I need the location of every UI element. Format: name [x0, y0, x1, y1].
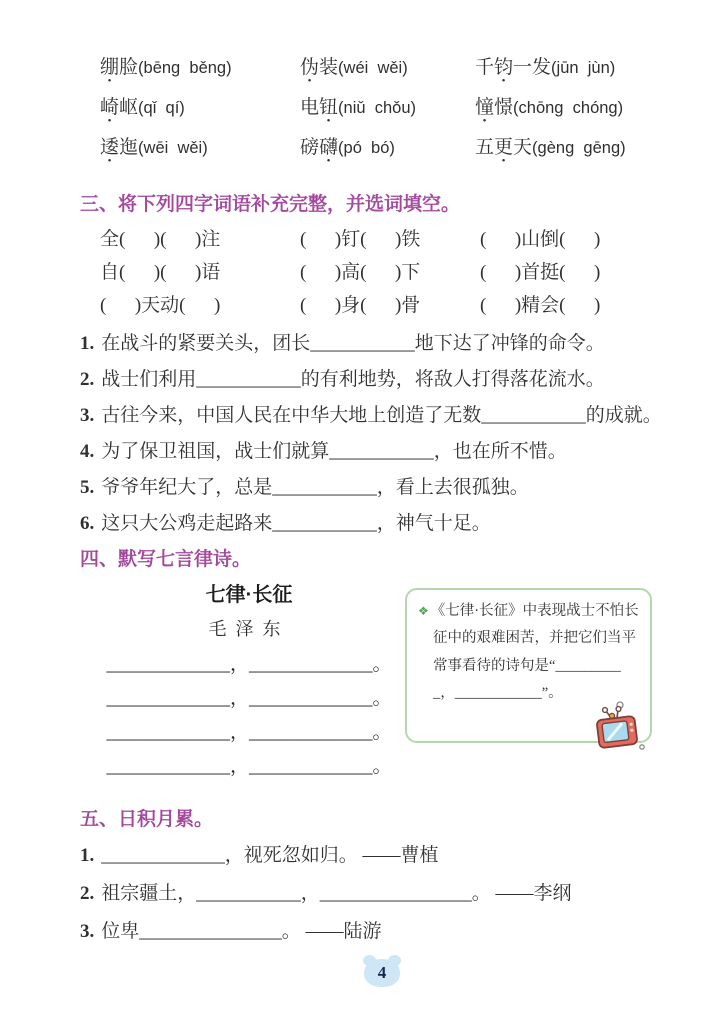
sentence-text: 为了保卫祖国，战士们就算___________，也在所不惜。 — [101, 441, 567, 462]
idiom-item: ( )高( )下 — [300, 262, 421, 283]
item-text: 祖宗疆土，___________，________________。 ——李纲 — [101, 883, 572, 904]
sentence-text: 这只大公鸡走起路来___________，神气十足。 — [101, 513, 491, 534]
pinyin-item — [300, 56, 475, 96]
pinyin-options: (wēi wěi) — [138, 139, 208, 157]
pinyin-options: (bēng běng) — [138, 59, 232, 77]
accumulation-item-2 — [80, 881, 684, 907]
idiom-item: ( )山倒( ) — [480, 229, 601, 250]
word-dotted-char: 伪 — [300, 57, 320, 78]
idiom-fill-grid — [100, 226, 684, 325]
accumulation-list — [80, 843, 684, 945]
hint-end-quote: ”。 — [541, 684, 563, 701]
pinyin-item — [300, 96, 475, 136]
hint-box — [405, 588, 652, 743]
item-number: 1. — [80, 845, 95, 866]
item-number: 3. — [80, 921, 95, 942]
pinyin-exercise — [100, 56, 684, 176]
word-dotted-char: 逶 — [100, 137, 120, 158]
hint-question: 《七律·长征》中表现战士不怕长征中的艰难困苦，并把它们当平常事看待的诗句是“ — [430, 603, 639, 674]
poem-dictation-area — [98, 581, 400, 777]
pinyin-item — [100, 56, 300, 96]
word-post: 迤 — [119, 137, 139, 158]
sentence-4 — [80, 439, 684, 465]
tv-icon — [590, 701, 648, 753]
idiom-item: ( )身( )骨 — [300, 295, 421, 316]
sentence-number: 4. — [80, 441, 95, 462]
item-text: _____________，视死忽如归。 ——曹植 — [101, 845, 439, 866]
word-pre: 电 — [300, 97, 320, 118]
word-post: 天 — [513, 137, 533, 158]
pinyin-options: (jūn jùn) — [551, 59, 616, 77]
fill-in-sentences — [80, 331, 684, 537]
section5-heading: 五、日积月累。 — [80, 809, 214, 830]
sentence-number: 1. — [80, 333, 95, 354]
sentence-number: 3. — [80, 405, 95, 426]
word-dotted-char: 礴 — [319, 137, 339, 158]
pinyin-options: (niǔ chǒu) — [338, 99, 416, 117]
word-post: 岖 — [119, 97, 139, 118]
word-dotted-char: 憧 — [475, 97, 495, 118]
sentence-number: 6. — [80, 513, 95, 534]
word-pre: 磅 — [300, 137, 320, 158]
sentence-text: 战士们利用___________的有利地势，将敌人打得落花流水。 — [101, 369, 605, 390]
pinyin-options: (gèng gēng) — [532, 139, 626, 157]
idiom-item: 全( )( )注 — [100, 229, 221, 250]
idiom-item: ( )天动( ) — [100, 295, 221, 316]
diamond-bullet-icon: ❖ — [418, 604, 429, 618]
pinyin-options: (wéi wěi) — [338, 59, 408, 77]
poem-title: 七律·长征 — [205, 584, 293, 606]
pinyin-options: (pó bó) — [338, 139, 395, 157]
poem-blank-line: _____________，_____________。 — [106, 688, 392, 709]
idiom-item: ( )精会( ) — [480, 295, 601, 316]
sentence-2 — [80, 367, 684, 393]
poem-author: 毛泽东 — [208, 619, 290, 639]
word-dotted-char: 绷 — [100, 57, 120, 78]
page-number-badge — [364, 957, 400, 987]
word-post: 憬 — [494, 97, 514, 118]
pinyin-item — [300, 136, 475, 176]
item-number: 2. — [80, 883, 95, 904]
hint-comma: ， — [440, 684, 455, 701]
sentence-1 — [80, 331, 684, 357]
sentence-6 — [80, 511, 684, 537]
pinyin-item — [100, 136, 300, 176]
word-dotted-char: 更 — [494, 137, 514, 158]
poem-blank-line: _____________，_____________。 — [106, 654, 392, 675]
word-post: 装 — [319, 57, 339, 78]
sentence-text: 爷爷年纪大了，总是___________，看上去很孤独。 — [101, 477, 529, 498]
poem-blank-line: _____________，_____________。 — [106, 756, 392, 777]
section3-heading: 三、将下列四字词语补充完整，并选词填空。 — [80, 194, 461, 215]
accumulation-item-1 — [80, 843, 684, 869]
pinyin-item — [100, 96, 300, 136]
sentence-number: 2. — [80, 369, 95, 390]
pinyin-options: (chōng chóng) — [513, 99, 624, 117]
pinyin-item — [475, 136, 684, 176]
word-pre: 千 — [475, 57, 495, 78]
word-post: 一发 — [513, 57, 552, 78]
sentence-number: 5. — [80, 477, 95, 498]
hint-blank-2: ____________ — [454, 684, 542, 701]
hint-text — [418, 598, 639, 707]
sentence-5 — [80, 475, 684, 501]
idiom-item: ( )钉( )铁 — [300, 229, 421, 250]
sentence-3 — [80, 403, 684, 429]
item-text: 位卑_______________。 ——陆游 — [101, 921, 382, 942]
word-dotted-char: 钮 — [319, 97, 339, 118]
sentence-text: 古往今来，中国人民在中华大地上创造了无数___________的成就。 — [101, 405, 662, 426]
sentence-text: 在战斗的紧要关头，团长___________地下达了冲锋的命令。 — [101, 333, 605, 354]
accumulation-item-3 — [80, 919, 684, 945]
word-post: 脸 — [119, 57, 139, 78]
hint-blank-1: __________ — [433, 657, 621, 701]
section4-heading: 四、默写七言律诗。 — [80, 549, 252, 570]
idiom-item: ( )首挺( ) — [480, 262, 601, 283]
word-dotted-char: 崎 — [100, 97, 120, 118]
pinyin-options: (qǐ qí) — [138, 99, 185, 117]
word-pre: 五 — [475, 137, 495, 158]
pinyin-item — [475, 56, 684, 96]
word-dotted-char: 钧 — [494, 57, 514, 78]
idiom-item: 自( )( )语 — [100, 262, 221, 283]
pinyin-item — [475, 96, 684, 136]
page-number: 4 — [377, 963, 387, 982]
poem-blank-line: _____________，_____________。 — [106, 722, 392, 743]
